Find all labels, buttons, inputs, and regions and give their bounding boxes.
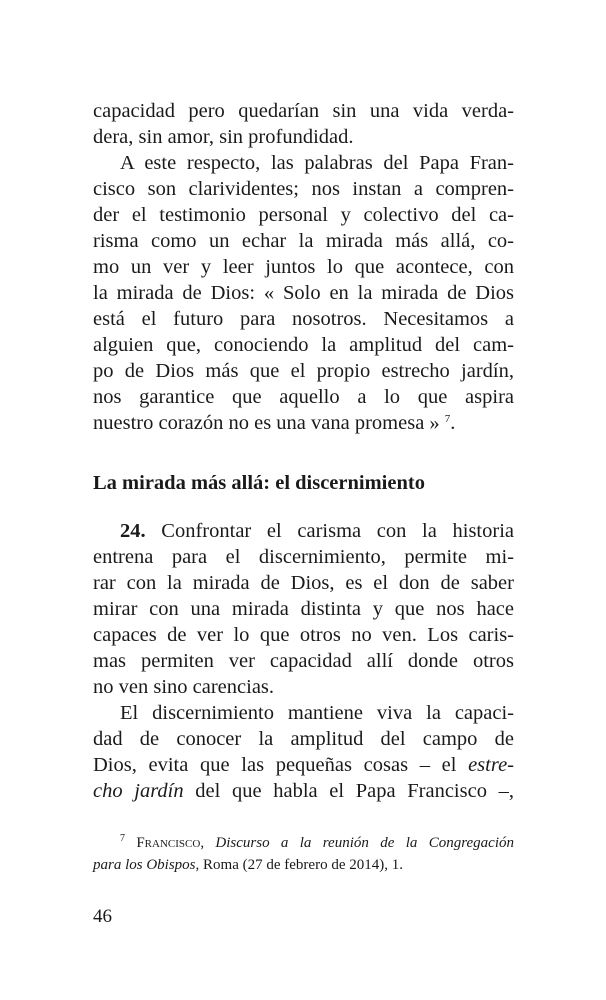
text-segment: nuestro corazón no es una vana promesa »	[93, 412, 440, 434]
text-line: entrena para el discernimiento, permite mi-	[93, 546, 514, 568]
page-number: 46	[93, 906, 112, 927]
footnote-title: para los Obispos	[93, 857, 196, 873]
paragraph-24	[93, 518, 514, 700]
text-line: cisco son clarividentes; nos instan a compren-	[93, 178, 514, 200]
text-line	[93, 518, 514, 544]
text-line	[93, 752, 514, 778]
text-line: mas permiten ver capacidad allí donde otros	[93, 650, 514, 672]
text-line: risma como un echar la mirada más allá, co-	[93, 230, 514, 252]
text-line: está el futuro para nosotros. Necesitamos a	[93, 308, 514, 330]
italic-text: estre-	[468, 754, 514, 776]
text-segment: Dios, evita que las pequeñas cosas – el	[93, 754, 469, 776]
footnote-line	[93, 832, 514, 854]
text-line: dera, sin amor, sin profundidad.	[93, 126, 354, 148]
paragraph-4	[93, 700, 514, 804]
footnote-mark: 7	[120, 833, 125, 844]
text-line: dad de conocer la amplitud del campo de	[93, 728, 514, 750]
text-line	[93, 778, 514, 804]
text-line: mirar con una mirada distinta y que nos hace	[93, 598, 514, 620]
text-line: capaces de ver lo que otros no ven. Los caris-	[93, 624, 514, 646]
text-line: alguien que, conociendo la amplitud del cam-	[93, 334, 514, 356]
text-segment: del que habla el Papa Francisco –,	[183, 780, 514, 802]
footnote-title: Discurso a la reunión de la Congregación	[215, 835, 514, 851]
paragraph-1	[93, 98, 514, 150]
text-line: no ven sino carencias.	[93, 676, 275, 698]
text-line: nos garantice que aquello a lo que aspira	[93, 386, 514, 408]
text-line: mo un ver y leer juntos lo que acontece, con	[93, 256, 514, 278]
text-line: capacidad pero quedarían sin una vida verda-	[93, 100, 514, 122]
text-line: po de Dios más que el propio estrecho jardín,	[93, 360, 514, 382]
text-line: la mirada de Dios: « Solo en la mirada de Dios	[93, 282, 514, 304]
text-line-final	[93, 410, 514, 436]
body-text	[93, 98, 514, 804]
text-segment: Confrontar el carisma con la historia	[145, 520, 514, 542]
text-line: rar con la mirada de Dios, es el don de saber	[93, 572, 514, 594]
footnote	[93, 832, 514, 876]
section-heading: La mirada más allá: el discernimiento	[93, 472, 425, 494]
footnote-line	[93, 854, 514, 876]
text-segment: .	[450, 412, 456, 434]
text-line: El discernimiento mantiene viva la capaci-	[120, 702, 514, 724]
text-segment: , Roma (27 de febrero de 2014), 1.	[195, 857, 403, 873]
text-segment: ,	[200, 835, 216, 851]
footnote-reference[interactable]: 7	[444, 413, 451, 425]
italic-text: cho jardín	[93, 780, 184, 802]
paragraph-number: 24.	[120, 520, 146, 542]
text-line: der el testimonio personal y colectivo del ca-	[93, 204, 514, 226]
footnote-author: Francisco	[136, 835, 201, 851]
paragraph-2	[93, 150, 514, 436]
text-line: A este respecto, las palabras del Papa Fran-	[120, 152, 514, 174]
